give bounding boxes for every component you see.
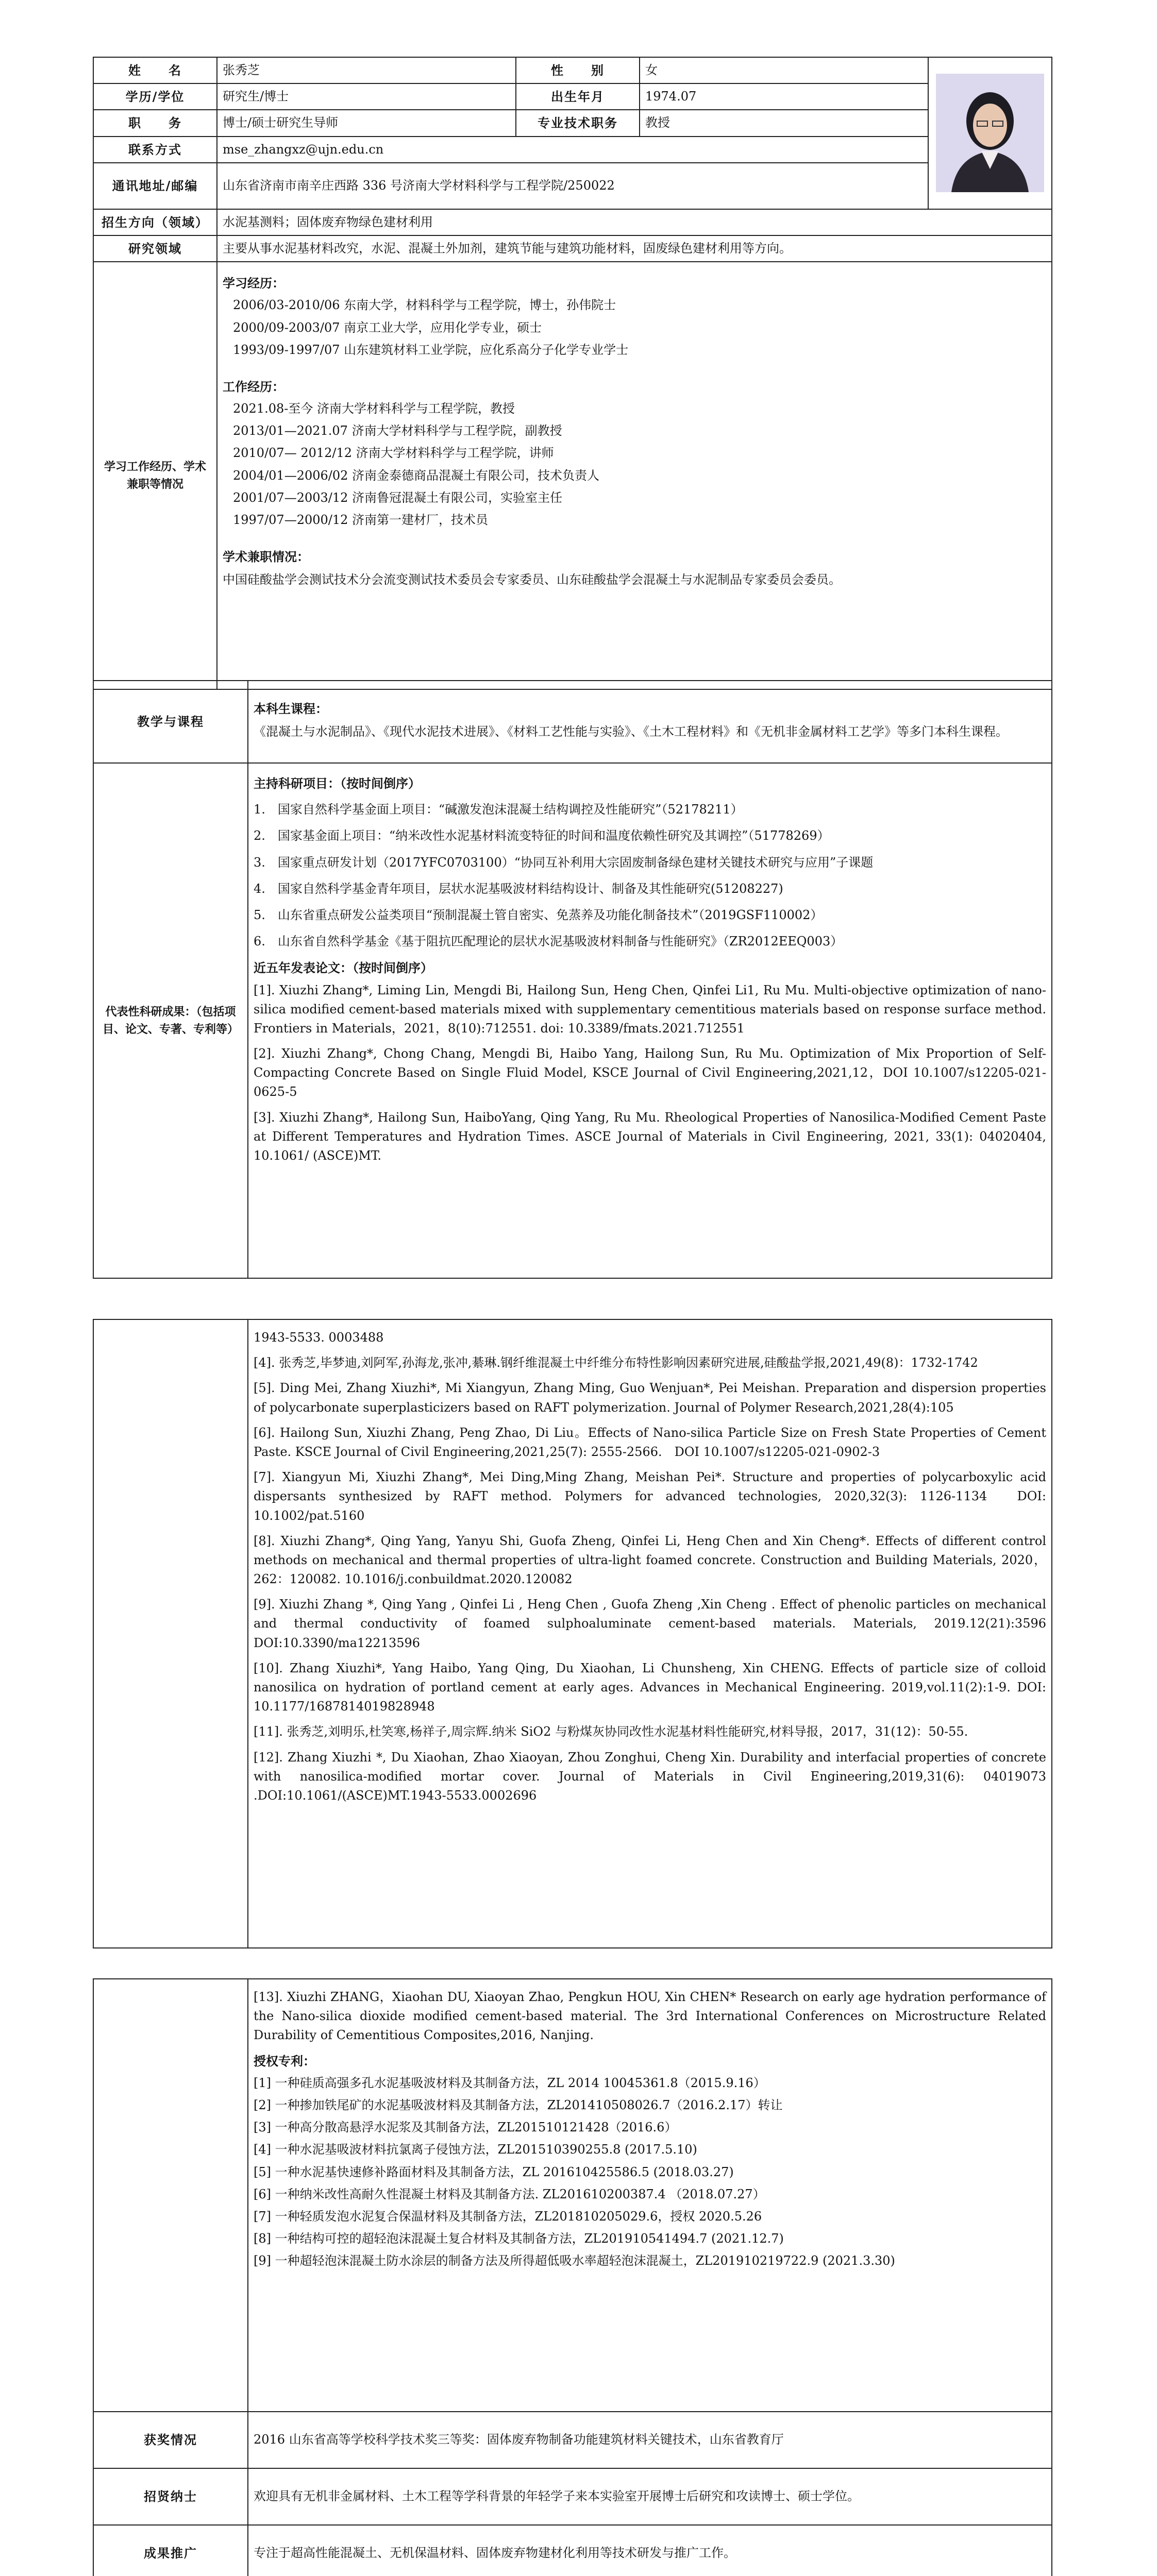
project-item: 1. 国家自然科学基金面上项目：“碱激发泡沫混凝土结构调控及性能研究”（52178211）: [254, 802, 743, 817]
teaching-label: 教学与课程: [93, 681, 248, 763]
project-item: 6. 山东省自然科学基金《基于阻抗匹配理论的层状水泥基吸波材料制备与性能研究》（ZR2012EEQ003）: [254, 934, 843, 949]
project-item: 5. 山东省重点研发公益类项目“预制混凝土管自密实、免蒸养及功能化制备技术”（2019GSF110002）: [254, 907, 823, 922]
patent-item: [3] 一种高分散高悬浮水泥浆及其制备方法，ZL201510121428（2016.6）: [254, 2120, 677, 2135]
resume-label: 学习工作经历、学术兼职等情况: [93, 262, 217, 689]
paper-item: [1]. Xiuzhi Zhang*, Liming Lin, Mengdi Bi, Hailong Sun, Heng Chen, Qinfei Li1, Ru Mu. Multi-objective optimization of nano-silica modified cement-based materials mixed with supplementary cementitious materials based on response surface method. Frontiers in Materials，2021，8(10):712551. doi: 10.3389/fmats.2021.712551: [254, 982, 1046, 1036]
title-label: 职 务: [93, 110, 217, 136]
teaching-cell: [248, 681, 1052, 763]
teaching-ug-title: 本科生课程：: [254, 701, 328, 716]
patent-item: [4] 一种水泥基吸波材料抗氯离子侵蚀方法，ZL201510390255.8 (2017.5.10): [254, 2142, 697, 2157]
paper-item: [3]. Xiuzhi Zhang*, Hailong Sun, HaiboYang, Qing Yang, Ru Mu. Rheological Properties of Nanosilica-Modified Cement Paste at Different Temperatures and Hydration Times. ASCE Journal of Materials in Civil Engineering, 2021, 33(1): 04020404, 10.1061/ (ASCE)MT.: [254, 1110, 1046, 1163]
paper-item: [6]. Hailong Sun, Xiuzhi Zhang, Peng Zhao, Di Liu。Effects of Nano-silica Particle Size on Fresh State Properties of Cement Paste. KSCE Journal of Civil Engineering,2021,25(7): 2555-2566. DOI 10.1007/s12205-021-0902-3: [254, 1425, 1046, 1459]
name-value: 张秀芝: [217, 57, 516, 83]
work-item: 2013/01—2021.07 济南大学材料科学与工程学院，副教授: [233, 423, 562, 438]
papers-continued-cell: [248, 1319, 1059, 1948]
birth-label: 出生年月: [516, 83, 640, 110]
patents-cell: [248, 1979, 1052, 2412]
representative-label: 代表性科研成果：（包括项目、论文、专著、专利等）: [93, 763, 248, 1278]
patent-item: [5] 一种水泥基快速修补路面材料及其制备方法，ZL 201610425586.5 (2018.03.27): [254, 2164, 734, 2179]
promotion-label: 成果推广: [93, 2525, 248, 2576]
paper-item: [4]. 张秀芝,毕梦迪,刘阿军,孙海龙,张冲,綦琳.钢纤维混凝土中纤维分布特性影响因素研究进展,硅酸盐学报,2021,49(8)：1732-1742: [254, 1355, 978, 1370]
paper-item: [5]. Ding Mei, Zhang Xiuzhi*, Mi Xiangyun, Zhang Ming, Guo Wenjuan*, Pei Meishan. Preparation and dispersion properties of polycarbonate superplasticizers based on RAFT polymerization. Journal of Polymer Research,2021,28(4):105: [254, 1381, 1046, 1415]
work-item: 2010/07— 2012/12 济南大学材料科学与工程学院，讲师: [233, 446, 554, 461]
research-value: 主要从事水泥基材料改究，水泥、混凝土外加剂，建筑节能与建筑功能材料，固废绿色建材利用等方向。: [217, 235, 1052, 262]
paper-item: [8]. Xiuzhi Zhang*, Qing Yang, Yanyu Shi, Guofa Zheng, Qinfei Li, Heng Chen and Xin Cheng*. Effects of different control methods on mechanical and thermal properties of ultra-light foamed concrete. Construction and Building Materials, 2020，262：120082. 10.1016/j.conbuildmat.2020.120082: [254, 1533, 1046, 1587]
address-value: 山东省济南市南辛庄西路 336 号济南大学材料科学与工程学院/250022: [217, 163, 928, 209]
work-item: 2004/01—2006/02 济南金泰德商品混凝土有限公司，技术负责人: [233, 468, 600, 483]
study-item: 2000/09-2003/07 南京工业大学，应用化学专业，硕士: [233, 320, 542, 335]
papers-title: 近五年发表论文：（按时间倒序）: [254, 960, 433, 976]
work-title: 工作经历：: [223, 379, 284, 394]
study-title: 学习经历：: [223, 276, 284, 291]
project-item: 4. 国家自然科学基金青年项目，层状水泥基吸波材料结构设计、制备及其性能研究(51208227): [254, 881, 783, 896]
recruit-label: 招贤纳士: [93, 2468, 248, 2525]
work-item: 2001/07—2003/12 济南鲁冠混凝土有限公司，实验室主任: [233, 490, 563, 505]
degree-value: 研究生/博士: [217, 83, 516, 110]
resume-cell: [217, 262, 1052, 689]
paper-item: 1943-5533. 0003488: [254, 1330, 384, 1345]
patent-item: [1] 一种硅质高强多孔水泥基吸波材料及其制备方法，ZL 2014 10045361.8（2015.9.16）: [254, 2075, 766, 2090]
contact-label: 联系方式: [93, 137, 217, 163]
address-label: 通讯地址/邮编: [93, 163, 217, 209]
paper-item: [10]. Zhang Xiuzhi*, Yang Haibo, Yang Qing, Du Xiaohan, Li Chunsheng, Xin CHENG. Effects of particle size of colloid nanosilica on hydration of portland cement at early ages. Advances in Mechanical Engineering. 2019,vol.11(2):1-9. DOI: 10.1177/1687814019828948: [254, 1660, 1046, 1714]
portrait-icon: [936, 74, 1044, 192]
patent-item: [6] 一种纳米改性高耐久性混凝土材料及其制备方法. ZL201610200387.4 （2018.07.27）: [254, 2187, 765, 2201]
teaching-text: 《混凝土与水泥制品》、《现代水泥技术进展》、《材料工艺性能与实验》、《土木工程材料》和《无机非金属材料工艺学》等多门本科生课程。: [254, 724, 1008, 739]
patent-item: [8] 一种结构可控的超轻泡沫混凝土复合材料及其制备方法，ZL201910541494.7 (2021.12.7): [254, 2231, 784, 2246]
research-label: 研究领域: [93, 235, 217, 262]
study-item: 1993/09-1997/07 山东建筑材料工业学院，应化系高分子化学专业学士: [233, 342, 629, 357]
gender-label: 性 别: [516, 57, 640, 83]
direction-value: 水泥基测料；固体废弃物绿色建材利用: [217, 209, 1052, 235]
patent-item: [9] 一种超轻泡沫混凝土防水涂层的制备方法及所得超低吸水率超轻泡沫混凝土，ZL201910219722.9 (2021.3.30): [254, 2253, 895, 2268]
representative-cell: [248, 763, 1052, 1278]
paper-item: [11]. 张秀芝,刘明乐,杜笑寒,杨祥子,周宗辉.纳米 SiO2 与粉煤灰协同改性水泥基材料性能研究,材料导报，2017，31(12)：50-55.: [254, 1724, 968, 1739]
cn-profile-table-page2: [93, 680, 1051, 1279]
paper-item: [13]. Xiuzhi ZHANG，Xiaohan DU, Xiaoyan Zhao, Pengkun HOU, Xin CHEN* Research on early age hydration performance of the Nano-silica dioxide modified cement-based material. The 3rd International Conferences on Microstructure Related Durability of Cementitious Composites,2016, Nanjing.: [254, 1990, 1046, 2043]
promotion-value: 专注于超高性能混凝土、无机保温材料、固体废弃物建材化利用等技术研发与推广工作。: [248, 2525, 1052, 2576]
awards-label: 获奖情况: [93, 2412, 248, 2468]
project-item: 2. 国家基金面上项目：“纳米改性水泥基材料流变特征的时间和温度依赖性研究及其调控”（51778269）: [254, 828, 830, 843]
direction-label: 招生方向（领域）: [93, 209, 217, 235]
recruit-value: 欢迎具有无机非金属材料、土木工程等学科背景的年轻学子来本实验室开展博士后研究和攻读博士、硕士学位。: [248, 2468, 1052, 2525]
projects-title: 主持科研项目：（按时间倒序）: [254, 776, 421, 791]
work-item: 2021.08-至今 济南大学材料科学与工程学院，教授: [233, 401, 515, 416]
paper-item: [12]. Zhang Xiuzhi *, Du Xiaohan, Zhao Xiaoyan, Zhou Zonghui, Cheng Xin. Durability and interfacial properties of concrete with nanosilica-modified mortar cover. Journal of Materials in Civil Engineering,2019,31(6): 04019073 .DOI:10.1061/(ASCE)MT.1943-5533.0002696: [254, 1750, 1046, 1803]
birth-value: 1974.07: [640, 83, 928, 110]
papers-continued-label-cell: [93, 1319, 248, 1948]
name-label: 姓 名: [93, 57, 217, 83]
title-value: 博士/硕士研究生导师: [217, 110, 516, 136]
patents-title: 授权专利：: [254, 2053, 315, 2069]
study-item: 2006/03-2010/06 东南大学，材料科学与工程学院，博士，孙伟院士: [233, 298, 616, 313]
paper-item: [9]. Xiuzhi Zhang *, Qing Yang , Qinfei Li , Heng Chen , Guofa Zheng ,Xin Cheng . Effect of phenolic particles on mechanical and thermal conductivity of foamed sulphoaluminate cement-based materials. Materials, 2019.12(21):3596 DOI:10.3390/ma12213596: [254, 1597, 1059, 1650]
project-item: 3. 国家重点研发计划（2017YFC0703100）“协同互补利用大宗固废制备绿色建材关键技术研究与应用”子课题: [254, 855, 874, 870]
paper-item: [7]. Xiangyun Mi, Xiuzhi Zhang*, Mei Ding,Ming Zhang, Meishan Pei*. Structure and properties of polycarboxylic acid dispersants synthesized by RAFT method. Polymers for advanced technologies, 2020,32(3): 1126-1134 DOI: 10.1002/pat.5160: [254, 1470, 1046, 1523]
degree-label: 学历/学位: [93, 83, 217, 110]
paper-item: [2]. Xiuzhi Zhang*, Chong Chang, Mengdi Bi, Haibo Yang, Hailong Sun, Ru Mu. Optimization of Mix Proportion of Self-Compacting Concrete Based on Single Fluid Model, KSCE Journal of Civil Engineering,2021,12，DOI 10.1007/s12205-021-0625-5: [254, 1046, 1046, 1099]
pro-title-value: 教授: [640, 110, 928, 136]
patents-label-cell: [93, 1979, 248, 2412]
patent-item: [7] 一种轻质发泡水泥复合保温材料及其制备方法，ZL201810205029.6，授权 2020.5.26: [254, 2209, 762, 2224]
part-time-text: 中国硅酸盐学会测试技术分会流变测试技术委员会专家委员、山东硅酸盐学会混凝土与水泥制品专家委员会委员。: [223, 572, 841, 587]
part-time-title: 学术兼职情况：: [223, 549, 309, 565]
gender-value: 女: [640, 57, 928, 83]
cn-profile-table-page1: [93, 57, 1051, 690]
awards-value: 2016 山东省高等学校科学技术奖三等奖：固体废弃物制备功能建筑材料关键技术，山东省教育厅: [248, 2412, 1052, 2468]
cn-profile-table-page3: [93, 1319, 1059, 1948]
pro-title-label: 专业技术职务: [516, 110, 640, 136]
portrait-photo: [928, 57, 1052, 209]
work-item: 1997/07—2000/12 济南第一建材厂，技术员: [233, 513, 489, 527]
contact-email[interactable]: mse_zhangxz@ujn.edu.cn: [217, 137, 928, 163]
patent-item: [2] 一种掺加铁尾矿的水泥基吸波材料及其制备方法，ZL201410508026.7（2016.2.17）转让: [254, 2097, 783, 2112]
cn-profile-table-page4: [93, 1978, 1051, 2576]
